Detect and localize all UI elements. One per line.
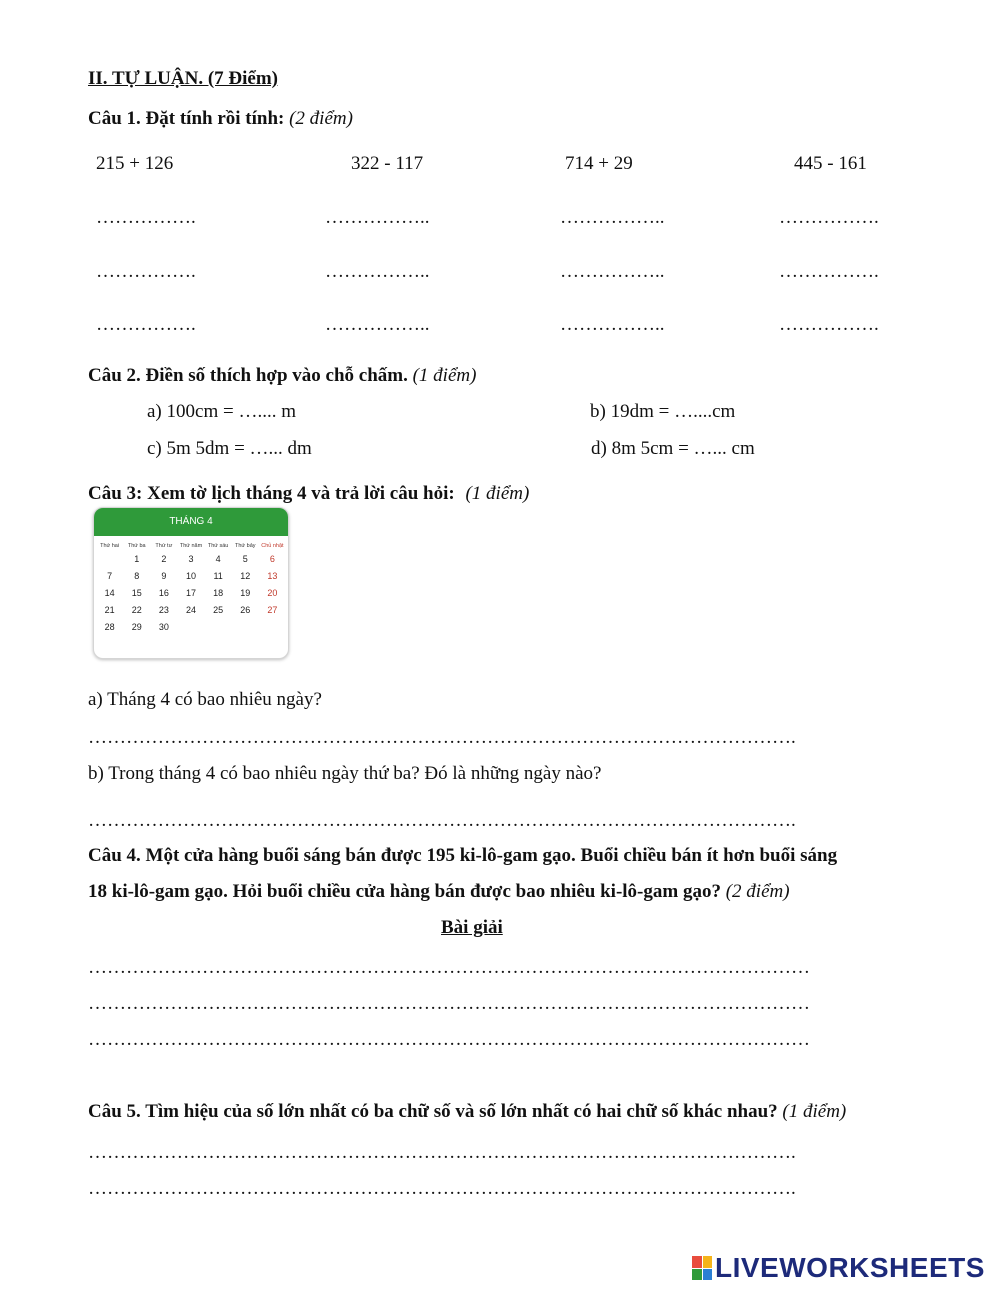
q4-line-2: 18 ki-lô-gam gạo. Hỏi buổi chiều cửa hàng bán được bao nhiêu ki-lô-gam gạo? [88, 881, 721, 902]
calendar-title: THÁNG 4 [94, 508, 288, 536]
calendar-day: 9 [161, 571, 167, 581]
q4-answer-line[interactable]: …………………………………………………………………………………………………… [88, 1029, 810, 1050]
q1-blank[interactable]: ……………. [96, 314, 196, 335]
calendar-weekday: Thứ tư [155, 543, 173, 549]
liveworksheets-logo-icon [692, 1256, 712, 1280]
calendar-day: 19 [240, 588, 251, 598]
calendar-day: 8 [134, 571, 140, 581]
calendar-day: 2 [161, 554, 167, 564]
calendar-weekday: Thứ ba [127, 543, 146, 549]
calendar-day: 17 [185, 588, 196, 598]
calendar-day: 27 [267, 605, 278, 615]
calendar-day: 14 [104, 588, 115, 598]
calendar-day: 3 [188, 554, 194, 564]
calendar-day: 7 [107, 571, 113, 581]
calendar-weekday: Chủ nhật [261, 543, 284, 549]
q2-item-d[interactable]: d) 8m 5cm = …... cm [591, 438, 755, 459]
calendar-day: 16 [158, 588, 169, 598]
calendar-weekdays [94, 543, 288, 549]
calendar-day: 20 [267, 588, 278, 598]
calendar-day: 15 [131, 588, 142, 598]
calendar-day: 5 [242, 554, 248, 564]
calendar-day: 4 [215, 554, 221, 564]
q1-blank[interactable]: ……………. [96, 261, 196, 282]
calendar-weekday: Thứ sáu [207, 543, 229, 549]
q3-label: Câu 3: Xem tờ lịch tháng 4 và trả lời câu hỏi: [88, 483, 455, 504]
calendar-day: 29 [131, 622, 142, 632]
q1-expr-3: 714 + 29 [565, 153, 633, 174]
q2-item-c[interactable]: c) 5m 5dm = …... dm [147, 438, 312, 459]
liveworksheets-brand: LIVEWORKSHEETS [715, 1252, 985, 1283]
q4-answer-line[interactable]: …………………………………………………………………………………………………… [88, 957, 810, 978]
q3-question-b: b) Trong tháng 4 có bao nhiêu ngày thứ ba? Đó là những ngày nào? [88, 763, 602, 784]
q2-heading [88, 365, 476, 387]
april-calendar [93, 507, 289, 659]
q1-points: (2 điểm) [289, 108, 353, 129]
calendar-day: 13 [267, 571, 278, 581]
q1-expr-1: 215 + 126 [96, 153, 174, 174]
calendar-day: 12 [240, 571, 251, 581]
calendar-weekday: Thứ năm [179, 543, 203, 549]
q1-expr-4: 445 - 161 [794, 153, 867, 174]
calendar-day: 24 [185, 605, 196, 615]
calendar-day [96, 553, 123, 565]
q1-blank[interactable]: ……………. [779, 261, 879, 282]
section-title: II. TỰ LUẬN. (7 Điểm) [88, 68, 278, 89]
q5-heading [88, 1101, 846, 1123]
calendar-day: 30 [158, 622, 169, 632]
q5-answer-line[interactable]: …………………………………………………………………………………………………. [88, 1178, 796, 1199]
q5-answer-line[interactable]: …………………………………………………………………………………………………. [88, 1142, 796, 1163]
q1-blank[interactable]: …………….. [325, 207, 430, 228]
q1-blank[interactable]: ……………. [96, 207, 196, 228]
calendar-weekday: Thứ hai [100, 543, 120, 549]
q3-answer-line-b[interactable]: …………………………………………………………………………………………………. [88, 810, 796, 831]
q3-question-a: a) Tháng 4 có bao nhiêu ngày? [88, 689, 322, 710]
q5-label: Câu 5. Tìm hiệu của số lớn nhất có ba chữ số và số lớn nhất có hai chữ số khác nhau? [88, 1101, 778, 1122]
q2-item-b[interactable]: b) 19dm = …....cm [590, 401, 736, 422]
calendar-day: 1 [134, 554, 140, 564]
calendar-day: 26 [240, 605, 251, 615]
calendar-weekday: Thứ bảy [235, 543, 256, 549]
q3-answer-line-a[interactable]: …………………………………………………………………………………………………. [88, 727, 796, 748]
calendar-day: 25 [213, 605, 224, 615]
q3-points: (1 điểm) [465, 483, 530, 504]
q4-answer-line[interactable]: …………………………………………………………………………………………………… [88, 993, 810, 1014]
calendar-day: 28 [104, 622, 115, 632]
q4-points: (2 điểm) [725, 881, 790, 902]
q1-heading [88, 108, 353, 130]
q1-expr-2: 322 - 117 [351, 153, 424, 174]
solution-title: Bài giải [441, 917, 503, 938]
calendar-day: 10 [185, 571, 196, 581]
calendar-days [94, 553, 288, 633]
calendar-day: 6 [269, 554, 275, 564]
q3-heading [88, 483, 529, 505]
q1-blank[interactable]: ……………. [779, 207, 879, 228]
q1-blank[interactable]: …………….. [560, 314, 665, 335]
q1-blank[interactable]: …………….. [325, 314, 430, 335]
q4-line-1: Câu 4. Một cửa hàng buổi sáng bán được 195 ki-lô-gam gạo. Buổi chiều bán ít hơn buổi sáng [88, 845, 838, 866]
calendar-day: 11 [213, 571, 223, 581]
liveworksheets-logo [692, 1252, 985, 1284]
calendar-day: 21 [104, 605, 115, 615]
q1-blank[interactable]: …………….. [325, 261, 430, 282]
calendar-day: 22 [131, 605, 142, 615]
q2-points: (1 điểm) [412, 365, 477, 386]
q2-item-a[interactable]: a) 100cm = ….... m [147, 401, 296, 422]
q1-blank[interactable]: …………….. [560, 207, 665, 228]
q1-label: Câu 1. Đặt tính rồi tính: [88, 108, 285, 129]
q1-blank[interactable]: ……………. [779, 314, 879, 335]
q4-line-2-wrap [88, 881, 790, 903]
calendar-day: 18 [213, 588, 224, 598]
q2-label: Câu 2. Điền số thích hợp vào chỗ chấm. [88, 365, 408, 386]
calendar-day: 23 [158, 605, 169, 615]
q5-points: (1 điểm) [782, 1101, 847, 1122]
q1-blank[interactable]: …………….. [560, 261, 665, 282]
